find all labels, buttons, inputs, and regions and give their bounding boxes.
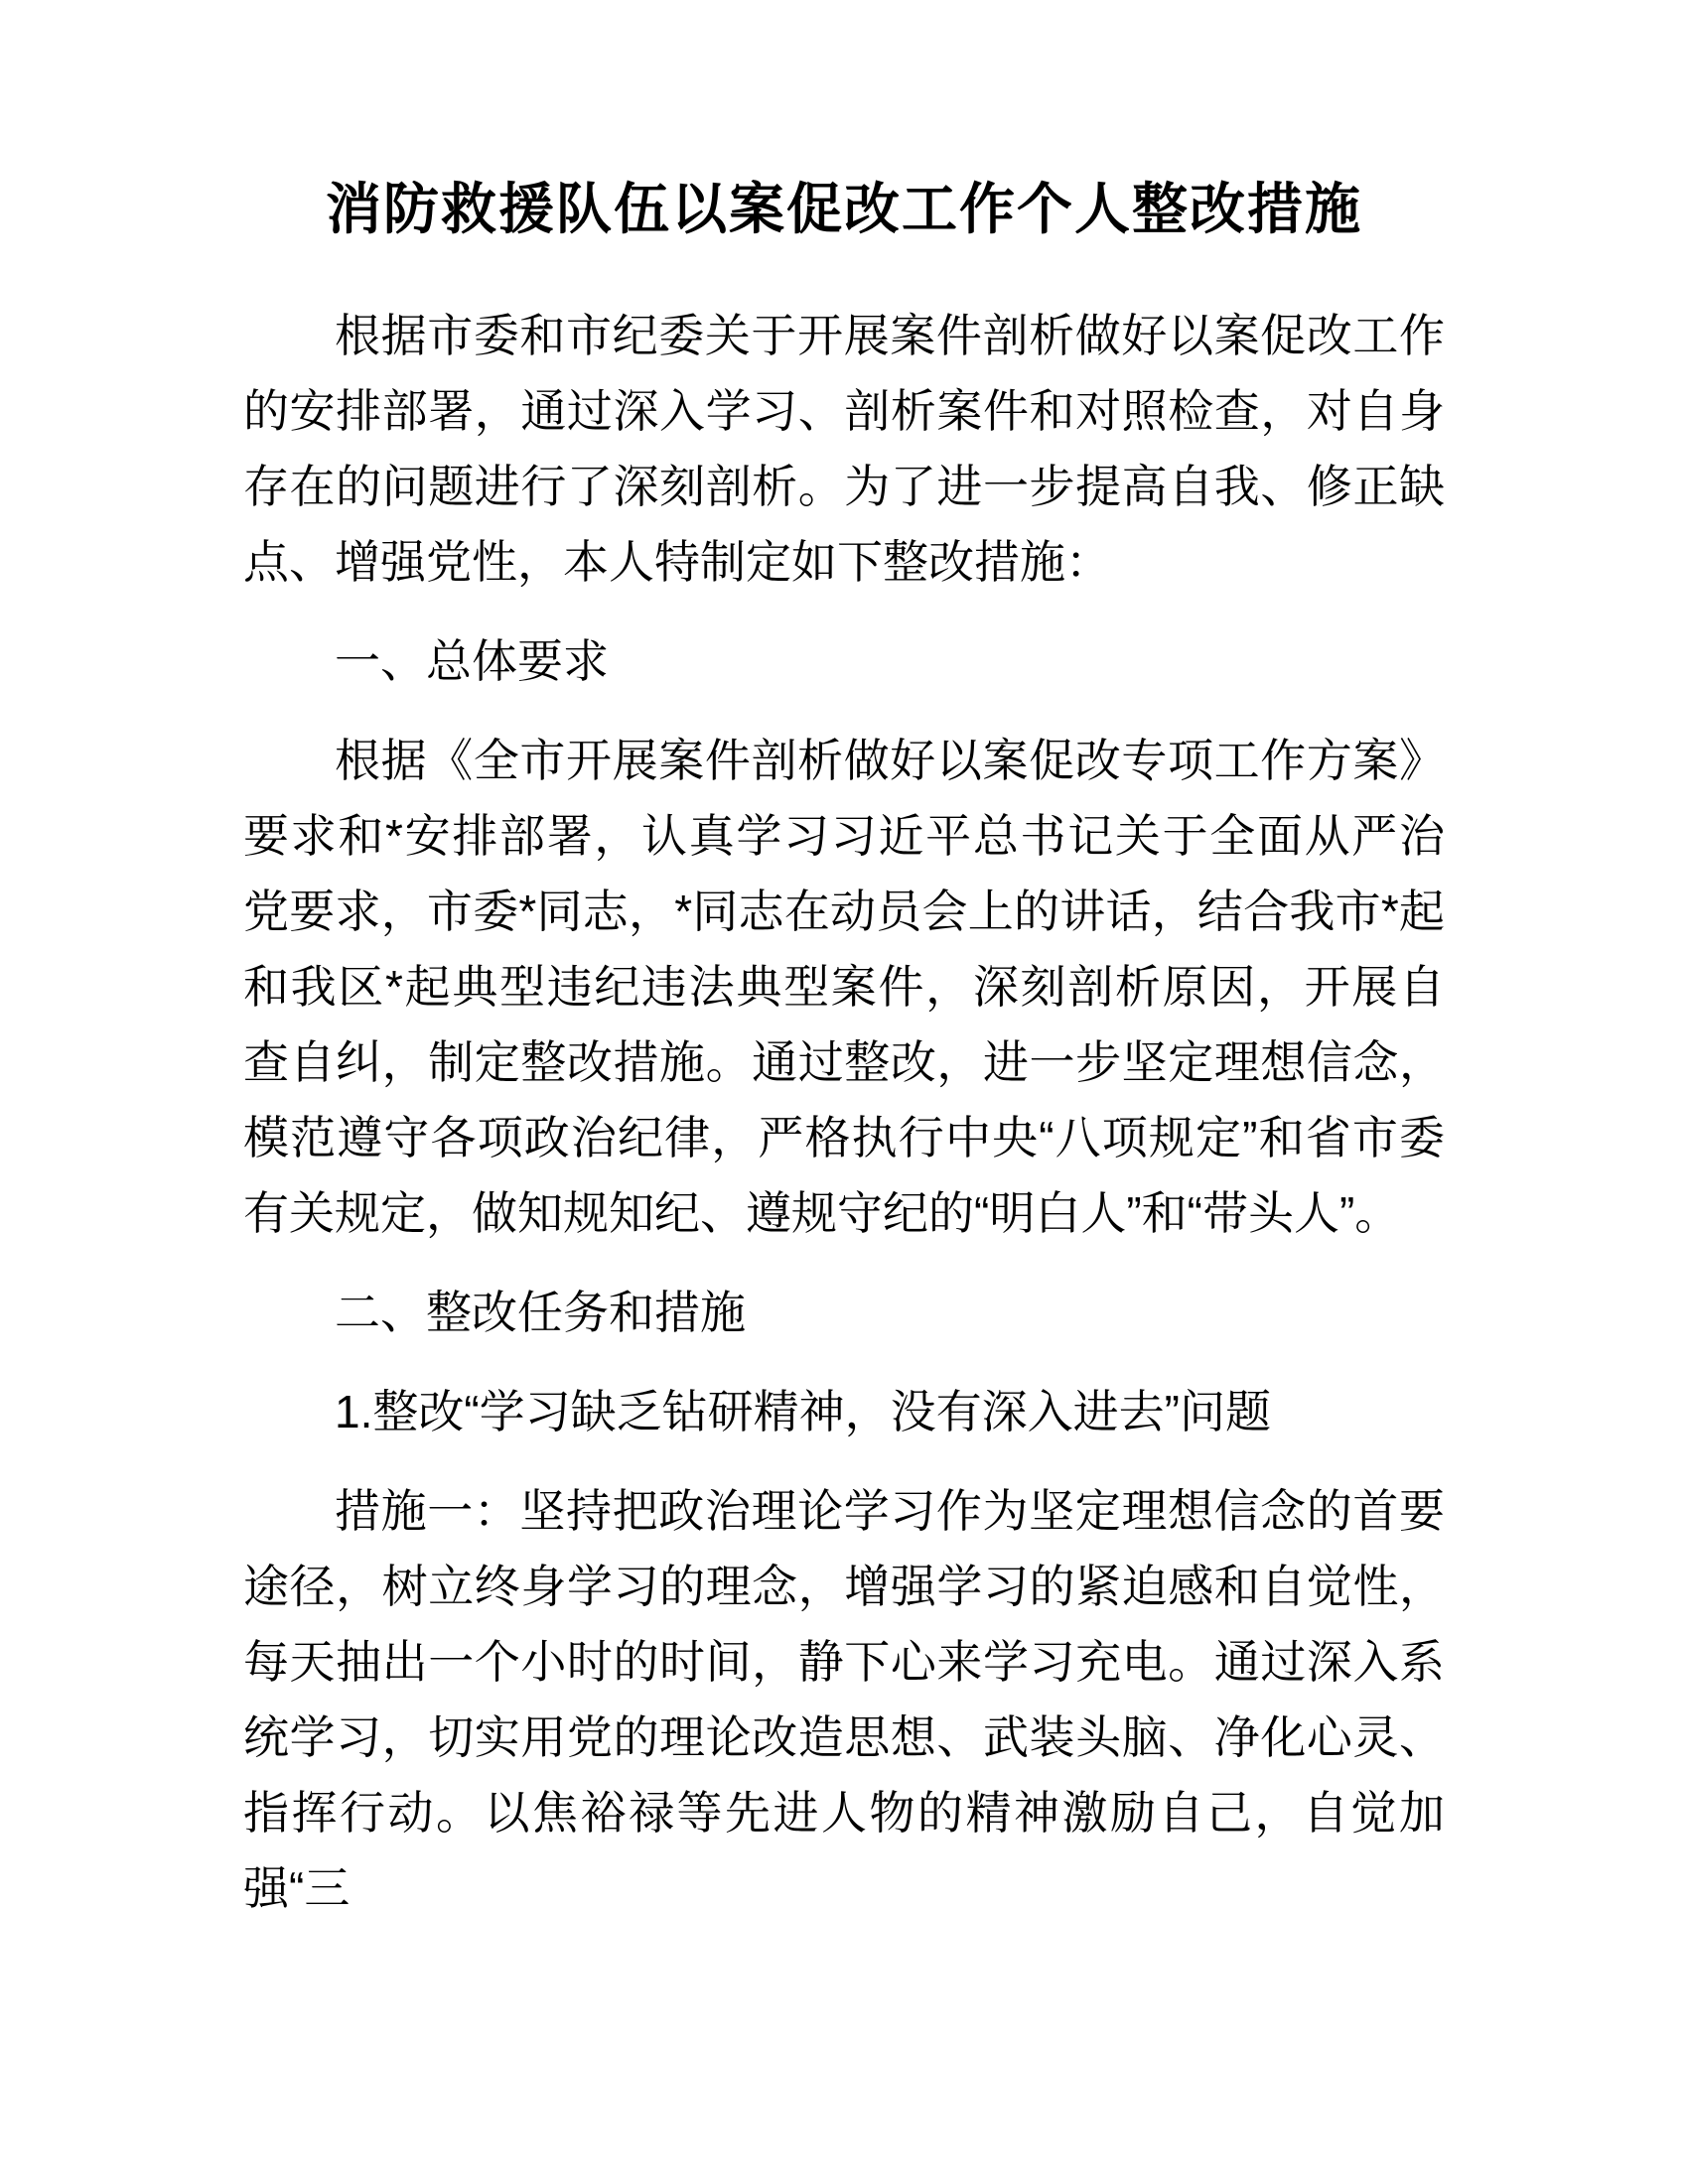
paragraph-intro: 根据市委和市纪委关于开展案件剖析做好以案促改工作的安排部署，通过深入学习、剖析案件和对照检查，对自身存在的问题进行了深刻剖析。为了进一步提高自我、修正缺点、增强党性，本人特制定如下整改措施： <box>243 309 1445 588</box>
section-heading-overall-requirements: 一、总体要求 <box>335 634 609 687</box>
document-title: 消防救援队伍以案促改工作个人整改措施 <box>326 178 1362 240</box>
paragraph-measure-1: 措施一：坚持把政治理论学习作为坚定理想信念的首要途径，树立终身学习的理念，增强学习的紧迫感和自觉性，每天抽出一个小时的时间，静下心来学习充电。通过深入系统学习，切实用党的理论改造思想、武装头脑、净化心灵、指挥行动。以焦裕禄等先进人物的精神激励自己，自觉加强“三 <box>243 1484 1445 1914</box>
section-heading-tasks-and-measures: 二、整改任务和措施 <box>335 1286 746 1338</box>
subheading-problem-1: 1.整改“学习缺乏钻研精神，没有深入进去”问题 <box>335 1385 1271 1437</box>
paragraph-overall-requirements: 根据《全市开展案件剖析做好以案促改专项工作方案》要求和*安排部署，认真学习习近平总书记关于全面从严治党要求，市委*同志，*同志在动员会上的讲话，结合我市*起和我区*起典型违纪违法典型案件，深刻剖析原因，开展自查自纠，制定整改措施。通过整改，进一步坚定理想信念，模范遵守各项政治纪律，严格执行中央“八项规定”和省市委有关规定，做知规知纪、遵规守纪的“明白人”和“带头人”。 <box>243 734 1445 1239</box>
